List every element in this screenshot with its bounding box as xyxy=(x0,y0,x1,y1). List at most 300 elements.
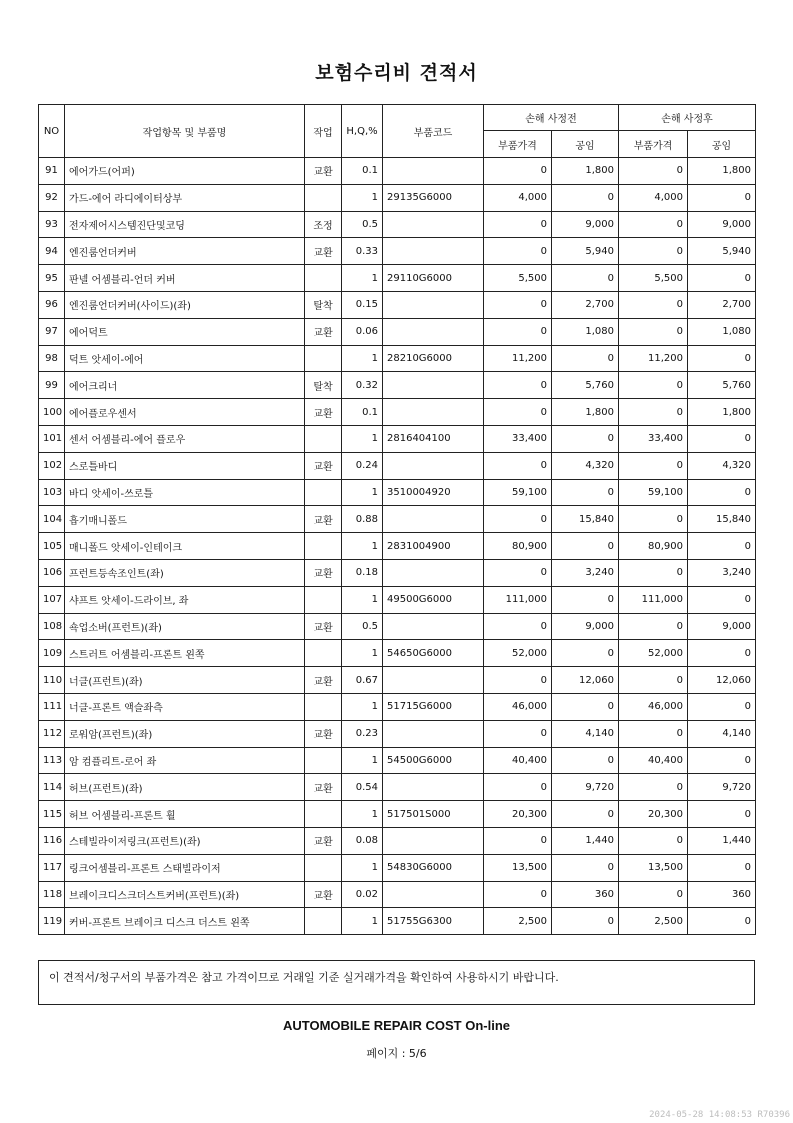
row-before-part-price: 59,100 xyxy=(484,479,552,506)
row-before-labor: 9,000 xyxy=(552,613,619,640)
table-row xyxy=(39,291,756,318)
row-work-type xyxy=(305,693,342,720)
row-item-name: 흡기매니폴드 xyxy=(65,506,305,533)
row-part-code xyxy=(383,827,484,854)
row-item-name: 스테빌라이저링크(프런트)(좌) xyxy=(65,827,305,854)
row-part-code: 2816404100 xyxy=(383,425,484,452)
row-no: 119 xyxy=(39,908,65,935)
row-after-labor: 9,000 xyxy=(688,211,756,238)
row-work-type: 교환 xyxy=(305,506,342,533)
row-after-labor: 1,440 xyxy=(688,827,756,854)
row-before-labor: 12,060 xyxy=(552,667,619,694)
table-row xyxy=(39,345,756,372)
row-after-part-price: 0 xyxy=(619,774,688,801)
row-before-labor: 0 xyxy=(552,265,619,292)
row-work-type: 교환 xyxy=(305,827,342,854)
row-part-code xyxy=(383,318,484,345)
row-before-labor: 0 xyxy=(552,345,619,372)
header-before-labor: 공임 xyxy=(552,131,619,158)
row-after-part-price: 0 xyxy=(619,667,688,694)
header-no: NO xyxy=(39,105,65,158)
row-item-name: 너클(프런트)(좌) xyxy=(65,667,305,694)
row-after-part-price: 20,300 xyxy=(619,801,688,828)
row-hq: 1 xyxy=(342,425,383,452)
row-part-code xyxy=(383,881,484,908)
row-hq: 0.54 xyxy=(342,774,383,801)
row-item-name: 브레이크디스크더스트커버(프런트)(좌) xyxy=(65,881,305,908)
document-title: 보험수리비 견적서 xyxy=(315,62,478,84)
row-before-part-price: 0 xyxy=(484,452,552,479)
row-part-code: 51755G6300 xyxy=(383,908,484,935)
row-before-labor: 1,080 xyxy=(552,318,619,345)
row-after-labor: 4,140 xyxy=(688,720,756,747)
row-before-labor: 9,720 xyxy=(552,774,619,801)
row-before-labor: 2,700 xyxy=(552,291,619,318)
row-no: 101 xyxy=(39,425,65,452)
row-part-code xyxy=(383,613,484,640)
row-no: 92 xyxy=(39,184,65,211)
row-part-code xyxy=(383,211,484,238)
row-no: 93 xyxy=(39,211,65,238)
row-no: 91 xyxy=(39,158,65,185)
row-item-name: 쇽업소버(프런트)(좌) xyxy=(65,613,305,640)
row-no: 94 xyxy=(39,238,65,265)
row-after-part-price: 40,400 xyxy=(619,747,688,774)
row-before-part-price: 0 xyxy=(484,372,552,399)
row-work-type: 교환 xyxy=(305,774,342,801)
row-before-part-price: 0 xyxy=(484,399,552,426)
row-after-part-price: 80,900 xyxy=(619,533,688,560)
header-after-labor: 공임 xyxy=(688,131,756,158)
row-hq: 0.08 xyxy=(342,827,383,854)
row-part-code xyxy=(383,399,484,426)
row-after-labor: 0 xyxy=(688,908,756,935)
row-before-part-price: 4,000 xyxy=(484,184,552,211)
row-work-type: 교환 xyxy=(305,238,342,265)
table-row xyxy=(39,586,756,613)
row-no: 104 xyxy=(39,506,65,533)
row-before-labor: 1,800 xyxy=(552,158,619,185)
row-part-code: 517501S000 xyxy=(383,801,484,828)
table-row xyxy=(39,211,756,238)
row-before-part-price: 0 xyxy=(484,827,552,854)
price-notice: 이 견적서/청구서의 부품가격은 참고 가격이므로 거래일 기준 실거래가격을 확인하여 사용하시기 바랍니다. xyxy=(38,960,755,1005)
row-after-labor: 0 xyxy=(688,586,756,613)
row-before-part-price: 111,000 xyxy=(484,586,552,613)
estimate-table xyxy=(38,104,756,935)
row-before-part-price: 0 xyxy=(484,506,552,533)
table-row xyxy=(39,158,756,185)
row-item-name: 에어플로우센서 xyxy=(65,399,305,426)
table-row xyxy=(39,774,756,801)
row-after-part-price: 0 xyxy=(619,372,688,399)
row-item-name: 스트러트 어셈블리-프론트 왼쪽 xyxy=(65,640,305,667)
row-before-labor: 0 xyxy=(552,801,619,828)
header-part-code: 부품코드 xyxy=(383,105,484,158)
row-no: 110 xyxy=(39,667,65,694)
header-before-adjustment: 손해 사정전 xyxy=(484,105,619,131)
table-row xyxy=(39,318,756,345)
header-hq: H,Q,% xyxy=(342,105,383,158)
row-item-name: 샤프트 앗세이-드라이브, 좌 xyxy=(65,586,305,613)
row-hq: 0.15 xyxy=(342,291,383,318)
row-before-labor: 4,320 xyxy=(552,452,619,479)
row-work-type: 교환 xyxy=(305,667,342,694)
row-before-labor: 5,760 xyxy=(552,372,619,399)
row-after-labor: 2,700 xyxy=(688,291,756,318)
row-part-code xyxy=(383,238,484,265)
row-after-part-price: 33,400 xyxy=(619,425,688,452)
row-after-labor: 5,940 xyxy=(688,238,756,265)
row-after-labor: 9,000 xyxy=(688,613,756,640)
row-after-part-price: 52,000 xyxy=(619,640,688,667)
row-after-labor: 0 xyxy=(688,184,756,211)
row-after-part-price: 59,100 xyxy=(619,479,688,506)
row-after-labor: 4,320 xyxy=(688,452,756,479)
row-after-part-price: 0 xyxy=(619,881,688,908)
table-row xyxy=(39,452,756,479)
row-part-code: 54830G6000 xyxy=(383,854,484,881)
row-hq: 1 xyxy=(342,908,383,935)
row-hq: 0.1 xyxy=(342,399,383,426)
row-before-labor: 0 xyxy=(552,586,619,613)
header-before-part-price: 부품가격 xyxy=(484,131,552,158)
table-row xyxy=(39,801,756,828)
row-work-type xyxy=(305,184,342,211)
row-work-type: 교환 xyxy=(305,881,342,908)
row-item-name: 너클-프론트 액슬좌측 xyxy=(65,693,305,720)
row-after-labor: 9,720 xyxy=(688,774,756,801)
table-row xyxy=(39,425,756,452)
table-row xyxy=(39,184,756,211)
row-part-code: 28210G6000 xyxy=(383,345,484,372)
row-before-part-price: 0 xyxy=(484,720,552,747)
table-row xyxy=(39,399,756,426)
row-after-part-price: 5,500 xyxy=(619,265,688,292)
row-work-type xyxy=(305,747,342,774)
row-before-part-price: 20,300 xyxy=(484,801,552,828)
row-before-labor: 0 xyxy=(552,640,619,667)
row-work-type xyxy=(305,265,342,292)
row-part-code: 29110G6000 xyxy=(383,265,484,292)
row-no: 102 xyxy=(39,452,65,479)
row-no: 116 xyxy=(39,827,65,854)
row-before-part-price: 52,000 xyxy=(484,640,552,667)
row-hq: 1 xyxy=(342,345,383,372)
row-after-part-price: 0 xyxy=(619,158,688,185)
table-row xyxy=(39,640,756,667)
row-hq: 0.18 xyxy=(342,559,383,586)
row-no: 106 xyxy=(39,559,65,586)
row-after-part-price: 0 xyxy=(619,399,688,426)
row-part-code: 54650G6000 xyxy=(383,640,484,667)
row-no: 115 xyxy=(39,801,65,828)
row-item-name: 스로틀바디 xyxy=(65,452,305,479)
row-work-type: 탈착 xyxy=(305,372,342,399)
row-work-type: 교환 xyxy=(305,399,342,426)
row-after-part-price: 0 xyxy=(619,291,688,318)
table-row xyxy=(39,827,756,854)
row-work-type xyxy=(305,640,342,667)
row-after-labor: 0 xyxy=(688,693,756,720)
row-before-labor: 0 xyxy=(552,693,619,720)
row-hq: 1 xyxy=(342,801,383,828)
row-hq: 1 xyxy=(342,693,383,720)
row-work-type xyxy=(305,854,342,881)
row-after-labor: 0 xyxy=(688,533,756,560)
table-row xyxy=(39,372,756,399)
row-before-part-price: 0 xyxy=(484,774,552,801)
row-item-name: 허브(프런트)(좌) xyxy=(65,774,305,801)
table-row xyxy=(39,265,756,292)
row-after-labor: 0 xyxy=(688,854,756,881)
row-hq: 0.02 xyxy=(342,881,383,908)
row-work-type: 교환 xyxy=(305,318,342,345)
row-after-labor: 360 xyxy=(688,881,756,908)
row-before-part-price: 80,900 xyxy=(484,533,552,560)
row-before-labor: 0 xyxy=(552,184,619,211)
row-before-part-price: 0 xyxy=(484,158,552,185)
row-after-labor: 0 xyxy=(688,747,756,774)
row-before-part-price: 46,000 xyxy=(484,693,552,720)
row-hq: 0.06 xyxy=(342,318,383,345)
table-row xyxy=(39,613,756,640)
row-no: 98 xyxy=(39,345,65,372)
header-after-adjustment: 손해 사정후 xyxy=(619,105,756,131)
row-work-type xyxy=(305,908,342,935)
row-after-part-price: 0 xyxy=(619,827,688,854)
row-after-part-price: 111,000 xyxy=(619,586,688,613)
row-hq: 1 xyxy=(342,184,383,211)
table-row xyxy=(39,693,756,720)
row-before-labor: 0 xyxy=(552,479,619,506)
row-work-type: 교환 xyxy=(305,452,342,479)
row-after-part-price: 13,500 xyxy=(619,854,688,881)
row-after-part-price: 0 xyxy=(619,720,688,747)
row-after-part-price: 0 xyxy=(619,613,688,640)
row-after-labor: 0 xyxy=(688,425,756,452)
row-after-part-price: 0 xyxy=(619,238,688,265)
row-before-part-price: 0 xyxy=(484,238,552,265)
row-work-type: 교환 xyxy=(305,613,342,640)
table-row xyxy=(39,881,756,908)
row-part-code xyxy=(383,158,484,185)
row-after-labor: 1,800 xyxy=(688,399,756,426)
row-before-labor: 1,800 xyxy=(552,399,619,426)
row-no: 103 xyxy=(39,479,65,506)
row-hq: 0.32 xyxy=(342,372,383,399)
row-item-name: 엔진룸언더커버(사이드)(좌) xyxy=(65,291,305,318)
row-after-part-price: 0 xyxy=(619,559,688,586)
row-work-type xyxy=(305,801,342,828)
row-item-name: 에어덕트 xyxy=(65,318,305,345)
row-item-name: 매니폴드 앗세이-인테이크 xyxy=(65,533,305,560)
row-before-labor: 15,840 xyxy=(552,506,619,533)
row-work-type: 교환 xyxy=(305,720,342,747)
row-before-part-price: 33,400 xyxy=(484,425,552,452)
row-no: 99 xyxy=(39,372,65,399)
row-hq: 0.23 xyxy=(342,720,383,747)
header-after-part-price: 부품가격 xyxy=(619,131,688,158)
row-after-labor: 3,240 xyxy=(688,559,756,586)
header-work: 작업 xyxy=(305,105,342,158)
row-before-part-price: 0 xyxy=(484,613,552,640)
row-before-part-price: 0 xyxy=(484,667,552,694)
row-item-name: 에어크리너 xyxy=(65,372,305,399)
row-part-code xyxy=(383,291,484,318)
row-no: 112 xyxy=(39,720,65,747)
row-before-labor: 5,940 xyxy=(552,238,619,265)
table-row xyxy=(39,908,756,935)
row-hq: 0.5 xyxy=(342,211,383,238)
row-before-labor: 1,440 xyxy=(552,827,619,854)
row-before-labor: 0 xyxy=(552,533,619,560)
row-before-labor: 4,140 xyxy=(552,720,619,747)
row-before-part-price: 13,500 xyxy=(484,854,552,881)
row-after-part-price: 0 xyxy=(619,506,688,533)
row-after-labor: 0 xyxy=(688,801,756,828)
row-hq: 1 xyxy=(342,533,383,560)
row-item-name: 바디 앗세이-쓰로틀 xyxy=(65,479,305,506)
row-hq: 1 xyxy=(342,640,383,667)
row-part-code xyxy=(383,774,484,801)
row-no: 108 xyxy=(39,613,65,640)
row-hq: 1 xyxy=(342,854,383,881)
row-item-name: 덕트 앗세이-에어 xyxy=(65,345,305,372)
row-before-labor: 0 xyxy=(552,908,619,935)
row-item-name: 가드-에어 라디에이터상부 xyxy=(65,184,305,211)
row-work-type xyxy=(305,533,342,560)
row-after-labor: 0 xyxy=(688,479,756,506)
row-item-name: 로워암(프런트)(좌) xyxy=(65,720,305,747)
row-work-type: 조정 xyxy=(305,211,342,238)
row-before-part-price: 0 xyxy=(484,881,552,908)
row-after-labor: 5,760 xyxy=(688,372,756,399)
row-part-code: 2831004900 xyxy=(383,533,484,560)
row-after-labor: 1,080 xyxy=(688,318,756,345)
row-no: 118 xyxy=(39,881,65,908)
row-hq: 0.67 xyxy=(342,667,383,694)
row-after-labor: 12,060 xyxy=(688,667,756,694)
table-row xyxy=(39,720,756,747)
row-no: 96 xyxy=(39,291,65,318)
row-after-part-price: 0 xyxy=(619,318,688,345)
print-timestamp: 2024-05-28 14:08:53 R70396 xyxy=(649,1110,790,1120)
row-after-part-price: 46,000 xyxy=(619,693,688,720)
row-before-part-price: 0 xyxy=(484,318,552,345)
row-before-part-price: 5,500 xyxy=(484,265,552,292)
page-number: 페이지 : 5/6 xyxy=(366,1047,427,1060)
table-row xyxy=(39,533,756,560)
row-hq: 1 xyxy=(342,586,383,613)
row-no: 111 xyxy=(39,693,65,720)
header-item: 작업항목 및 부품명 xyxy=(65,105,305,158)
row-part-code xyxy=(383,506,484,533)
row-after-labor: 0 xyxy=(688,265,756,292)
table-row xyxy=(39,238,756,265)
row-work-type xyxy=(305,425,342,452)
row-after-labor: 15,840 xyxy=(688,506,756,533)
row-part-code xyxy=(383,452,484,479)
row-after-part-price: 11,200 xyxy=(619,345,688,372)
row-after-labor: 1,800 xyxy=(688,158,756,185)
row-after-part-price: 0 xyxy=(619,452,688,479)
row-no: 97 xyxy=(39,318,65,345)
row-hq: 0.33 xyxy=(342,238,383,265)
row-work-type xyxy=(305,345,342,372)
row-item-name: 허브 어셈블리-프론트 휠 xyxy=(65,801,305,828)
table-row xyxy=(39,559,756,586)
row-before-labor: 0 xyxy=(552,747,619,774)
table-row xyxy=(39,506,756,533)
row-before-labor: 3,240 xyxy=(552,559,619,586)
row-no: 100 xyxy=(39,399,65,426)
row-item-name: 프런트등속조인트(좌) xyxy=(65,559,305,586)
footer-title: AUTOMOBILE REPAIR COST On-line xyxy=(282,1018,511,1033)
row-no: 107 xyxy=(39,586,65,613)
row-part-code: 54500G6000 xyxy=(383,747,484,774)
row-before-part-price: 0 xyxy=(484,291,552,318)
row-before-part-price: 0 xyxy=(484,559,552,586)
row-before-part-price: 11,200 xyxy=(484,345,552,372)
row-before-part-price: 0 xyxy=(484,211,552,238)
row-part-code: 29135G6000 xyxy=(383,184,484,211)
row-work-type: 교환 xyxy=(305,158,342,185)
row-after-part-price: 2,500 xyxy=(619,908,688,935)
row-hq: 1 xyxy=(342,479,383,506)
row-before-labor: 9,000 xyxy=(552,211,619,238)
row-work-type: 교환 xyxy=(305,559,342,586)
row-part-code: 49500G6000 xyxy=(383,586,484,613)
row-no: 117 xyxy=(39,854,65,881)
row-part-code: 51715G6000 xyxy=(383,693,484,720)
row-before-labor: 0 xyxy=(552,425,619,452)
row-no: 95 xyxy=(39,265,65,292)
row-item-name: 링크어셈블리-프론트 스태빌라이저 xyxy=(65,854,305,881)
row-part-code xyxy=(383,720,484,747)
row-no: 105 xyxy=(39,533,65,560)
row-hq: 0.88 xyxy=(342,506,383,533)
row-part-code: 3510004920 xyxy=(383,479,484,506)
row-before-part-price: 40,400 xyxy=(484,747,552,774)
row-after-labor: 0 xyxy=(688,640,756,667)
row-after-part-price: 4,000 xyxy=(619,184,688,211)
row-after-labor: 0 xyxy=(688,345,756,372)
row-before-labor: 360 xyxy=(552,881,619,908)
row-before-labor: 0 xyxy=(552,854,619,881)
table-body xyxy=(39,158,756,935)
table-row xyxy=(39,854,756,881)
row-hq: 1 xyxy=(342,265,383,292)
row-hq: 1 xyxy=(342,747,383,774)
row-part-code xyxy=(383,667,484,694)
table-row xyxy=(39,667,756,694)
row-hq: 0.24 xyxy=(342,452,383,479)
row-item-name: 암 컴플리트-로어 좌 xyxy=(65,747,305,774)
row-item-name: 판넬 어셈블리-언더 커버 xyxy=(65,265,305,292)
row-part-code xyxy=(383,559,484,586)
row-item-name: 에어가드(어퍼) xyxy=(65,158,305,185)
row-hq: 0.5 xyxy=(342,613,383,640)
row-item-name: 전자제어시스템진단및코딩 xyxy=(65,211,305,238)
row-no: 113 xyxy=(39,747,65,774)
row-no: 109 xyxy=(39,640,65,667)
row-work-type: 탈착 xyxy=(305,291,342,318)
row-item-name: 커버-프론트 브레이크 디스크 더스트 왼쪽 xyxy=(65,908,305,935)
row-hq: 0.1 xyxy=(342,158,383,185)
row-work-type xyxy=(305,479,342,506)
row-item-name: 엔진룸언더커버 xyxy=(65,238,305,265)
